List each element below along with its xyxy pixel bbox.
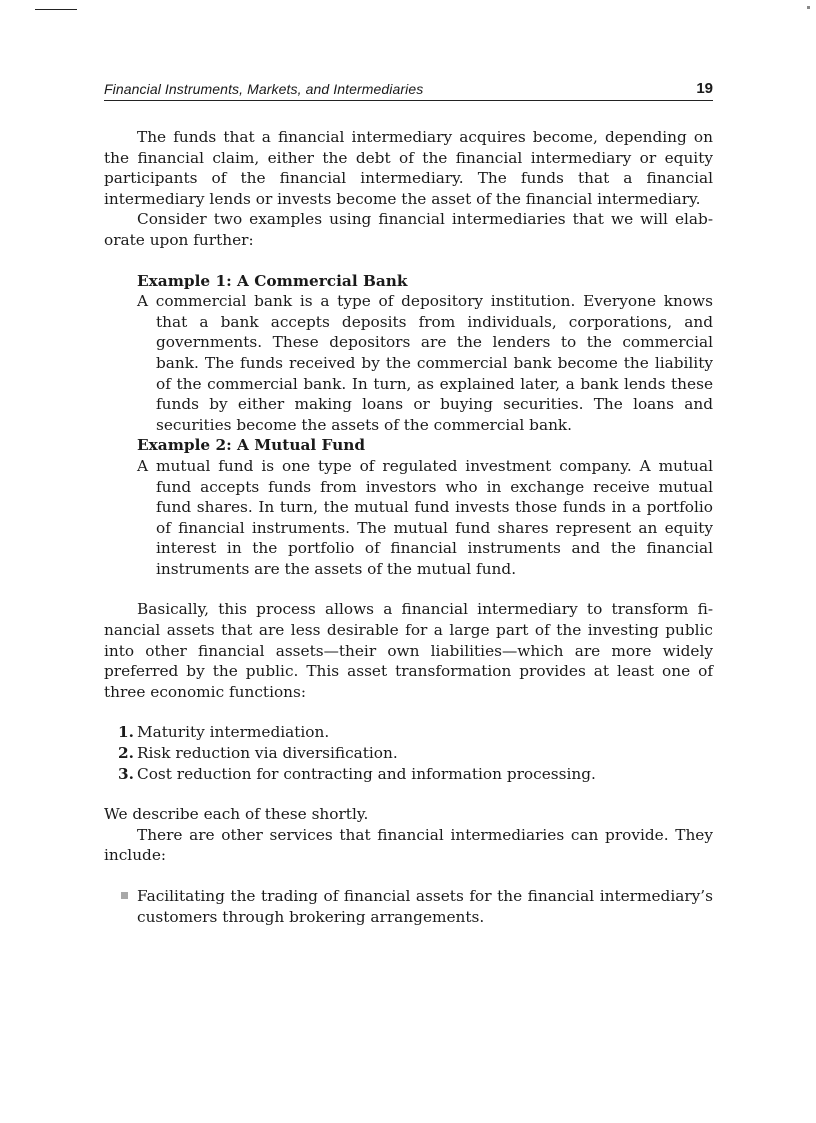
page-body: [104, 127, 713, 927]
example-body: A mutual fund is one type of regulated investment company. A mutual fund accepts funds from investors who in exchange receive mutual fund shares. In turn, the mutual fund invests those funds in a portfolio of financial instruments. The mutual fund shares represent an equity interest in the portfolio of financial instruments and the financial instruments are the assets of the mutual fund.: [137, 456, 713, 578]
list-number: 3.: [118, 764, 134, 783]
paragraph: There are other services that financial intermediaries can provide. They include:: [104, 825, 713, 865]
paragraph: Basically, this process allows a financial intermediary to transform financial assets that are less desirable for a large part of the investing public into other financial assets—their own liabilities—which are more widely preferred by the public. This asset transformation provides at least one of three economic functions:: [104, 600, 713, 701]
running-title: Financial Instruments, Markets, and Intermediaries: [104, 81, 424, 97]
running-head: [104, 80, 713, 101]
crop-mark: [35, 9, 77, 10]
paragraph: The funds that a financial intermediary acquires become, depending on the financial claim, either the debt of the financial intermediary or equity participants of the financial intermediary. The funds that a financial intermediary lends or invests become the asset of the financial intermediary.: [104, 128, 713, 208]
list-item-text: Risk reduction via diversification.: [137, 744, 398, 763]
crop-dot: [807, 6, 810, 9]
list-item: [104, 743, 713, 764]
list-item: [104, 722, 713, 743]
example-block: [137, 271, 713, 580]
functions-list: [104, 722, 713, 784]
services-list: [104, 886, 713, 927]
example-body: A commercial bank is a type of depository institution. Everyone knows that a bank accepts deposits from individuals, corporations, and governments. These depositors are the lenders to the commercial bank. The funds received by the commercial bank become the liability of the commercial bank. In turn, as explained later, a bank lends these funds by either making loans or buying securities. The loans and securities become the assets of the commercial bank.: [137, 292, 713, 434]
list-item: [104, 764, 713, 785]
square-bullet-icon: [121, 892, 128, 899]
list-item: [104, 886, 713, 927]
example-title: Example 1: A Commercial Bank: [137, 271, 408, 290]
list-item-text: Facilitating the trading of financial assets for the financial intermediary’s customers through brokering arrangements.: [137, 887, 713, 926]
paragraph: Consider two examples using financial intermediaries that we will elaborate upon further:: [104, 210, 713, 249]
page-number: 19: [696, 80, 713, 97]
list-item-text: Maturity intermediation.: [137, 723, 330, 742]
list-number: 2.: [118, 744, 134, 763]
list-number: 1.: [118, 723, 134, 742]
list-item-text: Cost reduction for contracting and information processing.: [137, 764, 596, 783]
example-title: Example 2: A Mutual Fund: [137, 436, 366, 455]
paragraph: We describe each of these shortly.: [104, 805, 369, 824]
